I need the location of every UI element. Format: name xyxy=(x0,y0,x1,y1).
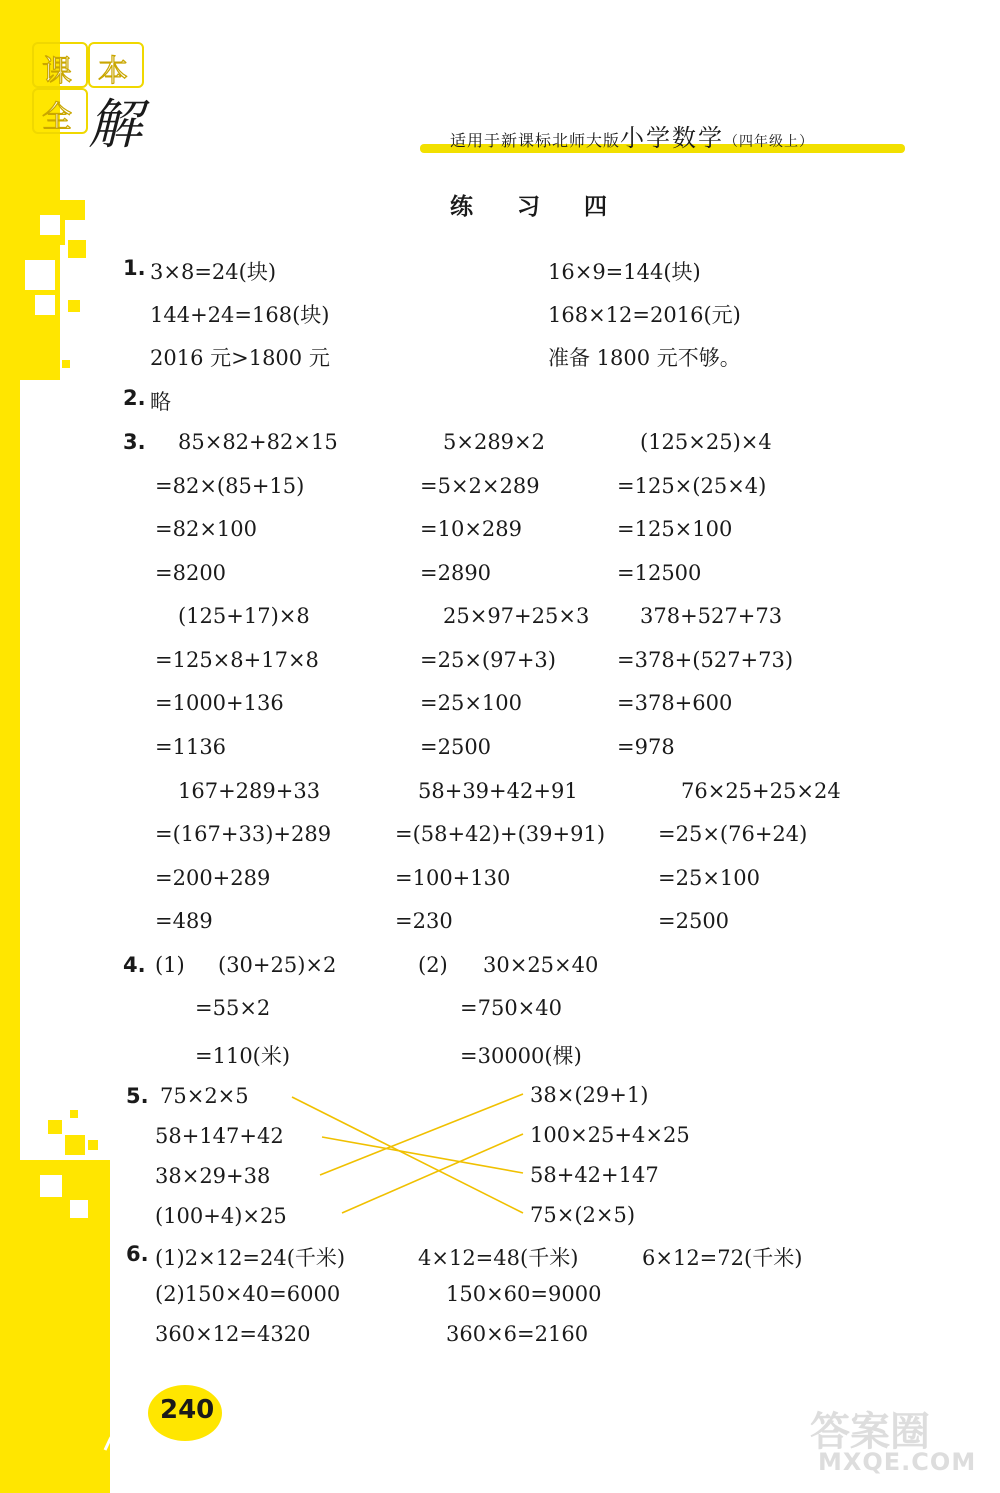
q3-b2-c1-l1: (125+17)×8 xyxy=(178,604,310,628)
q5-number: 5. xyxy=(126,1084,149,1108)
q3-b2-c1-l4: =1136 xyxy=(155,735,227,759)
q6-row1-b: 4×12=48(千米) xyxy=(418,1246,579,1270)
q1-line-1-left: 3×8=24(块) xyxy=(150,260,277,284)
q4-p1-l3: =110(米) xyxy=(195,1044,291,1068)
q3-b2-c1-l3: =1000+136 xyxy=(155,691,284,715)
q3-b1-c3-l4: =12500 xyxy=(617,561,702,585)
q6-row3-b: 360×6=2160 xyxy=(446,1322,589,1346)
page-number: 240 xyxy=(160,1395,215,1425)
q4-p2-l1: 30×25×40 xyxy=(483,953,599,977)
q3-b1-c2-l2: =5×2×289 xyxy=(420,474,540,498)
q5-right-3: 58+42+147 xyxy=(530,1163,659,1187)
q3-b1-c3-l2: =125×(25×4) xyxy=(617,474,767,498)
header-prefix: 适用于新课标北师大版 xyxy=(450,131,621,150)
q3-b3-c3-l1: 76×25+25×24 xyxy=(681,779,841,803)
q6-number: 6. xyxy=(126,1242,149,1266)
logo-char-2: 本 xyxy=(98,54,128,89)
logo-char-3: 全 xyxy=(42,100,72,135)
q5-match-line-1 xyxy=(292,1097,523,1213)
q4-number: 4. xyxy=(123,953,146,977)
q4-p2-label: (2) xyxy=(418,953,448,977)
q1-line-3-left: 2016 元>1800 元 xyxy=(150,346,330,370)
q1-line-3-right: 准备 1800 元不够。 xyxy=(548,346,741,370)
q3-b1-c1-l4: =8200 xyxy=(155,561,227,585)
q6-row2-a: (2)150×40=6000 xyxy=(155,1282,341,1306)
q3-number: 3. xyxy=(123,430,146,454)
q4-p1-l1: (30+25)×2 xyxy=(218,953,337,977)
q6-row1-c: 6×12=72(千米) xyxy=(642,1246,803,1270)
q5-right-2: 100×25+4×25 xyxy=(530,1123,690,1147)
q3-b2-c3-l4: =978 xyxy=(617,735,675,759)
q3-b1-c2-l3: =10×289 xyxy=(420,517,522,541)
q4-p2-l2: =750×40 xyxy=(460,996,562,1020)
q3-b2-c1-l2: =125×8+17×8 xyxy=(155,648,319,672)
q1-line-1-right: 16×9=144(块) xyxy=(548,260,701,284)
q3-b1-c1-l1: 85×82+82×15 xyxy=(178,430,338,454)
q3-b1-c1-l3: =82×100 xyxy=(155,517,257,541)
q5-right-1: 38×(29+1) xyxy=(530,1083,649,1107)
q3-b3-c1-l1: 167+289+33 xyxy=(178,779,321,803)
q3-b2-c2-l4: =2500 xyxy=(420,735,492,759)
q3-b2-c3-l1: 378+527+73 xyxy=(640,604,783,628)
q3-b2-c2-l3: =25×100 xyxy=(420,691,522,715)
q3-b1-c1-l2: =82×(85+15) xyxy=(155,474,305,498)
q3-b2-c2-l2: =25×(97+3) xyxy=(420,648,556,672)
page-title: 练 习 四 xyxy=(450,194,626,220)
q3-b1-c3-l3: =125×100 xyxy=(617,517,733,541)
q3-b3-c3-l2: =25×(76+24) xyxy=(658,822,808,846)
q3-b1-c2-l1: 5×289×2 xyxy=(443,430,545,454)
q3-b3-c2-l2: =(58+42)+(39+91) xyxy=(395,822,606,846)
q2-number: 2. xyxy=(123,386,146,410)
q3-b3-c2-l4: =230 xyxy=(395,909,453,933)
q4-p1-label: (1) xyxy=(155,953,185,977)
q1-number: 1. xyxy=(123,256,146,280)
q3-b3-c1-l4: =489 xyxy=(155,909,213,933)
q4-p2-l3: =30000(棵) xyxy=(460,1044,582,1068)
q3-b3-c3-l4: =2500 xyxy=(658,909,730,933)
q3-b1-c2-l4: =2890 xyxy=(420,561,492,585)
q6-row2-b: 150×60=9000 xyxy=(446,1282,602,1306)
header-subject: 小学数学 xyxy=(620,124,725,152)
q3-b3-c2-l1: 58+39+42+91 xyxy=(418,779,578,803)
q3-b2-c3-l2: =378+(527+73) xyxy=(617,648,794,672)
header-grade: （四年级上） xyxy=(724,134,815,150)
q3-b2-c3-l3: =378+600 xyxy=(617,691,733,715)
q6-row3-a: 360×12=4320 xyxy=(155,1322,311,1346)
q5-left-3: 38×29+38 xyxy=(155,1164,271,1188)
q6-row1-a: (1)2×12=24(千米) xyxy=(155,1246,346,1270)
watermark-url: MXQE.COM xyxy=(818,1448,977,1476)
q1-line-2-right: 168×12=2016(元) xyxy=(548,303,741,327)
watermark-logo: 答案圈 xyxy=(810,1409,930,1455)
q5-match-line-2 xyxy=(322,1137,523,1173)
q5-left-1: 75×2×5 xyxy=(160,1084,249,1108)
q1-line-2-left: 144+24=168(块) xyxy=(150,303,330,327)
q3-b2-c2-l1: 25×97+25×3 xyxy=(443,604,590,628)
q2-text: 略 xyxy=(150,390,171,414)
q3-b3-c3-l3: =25×100 xyxy=(658,866,760,890)
q4-p1-l2: =55×2 xyxy=(195,996,271,1020)
q3-b3-c1-l3: =200+289 xyxy=(155,866,271,890)
logo-char-1: 课 xyxy=(42,54,72,89)
q5-right-4: 75×(2×5) xyxy=(530,1203,636,1227)
q5-left-2: 58+147+42 xyxy=(155,1124,284,1148)
q3-b3-c1-l2: =(167+33)+289 xyxy=(155,822,332,846)
q3-b3-c2-l3: =100+130 xyxy=(395,866,511,890)
logo-char-4: 解 xyxy=(88,93,142,156)
q5-left-4: (100+4)×25 xyxy=(155,1204,287,1228)
q3-b1-c3-l1: (125×25)×4 xyxy=(640,430,772,454)
